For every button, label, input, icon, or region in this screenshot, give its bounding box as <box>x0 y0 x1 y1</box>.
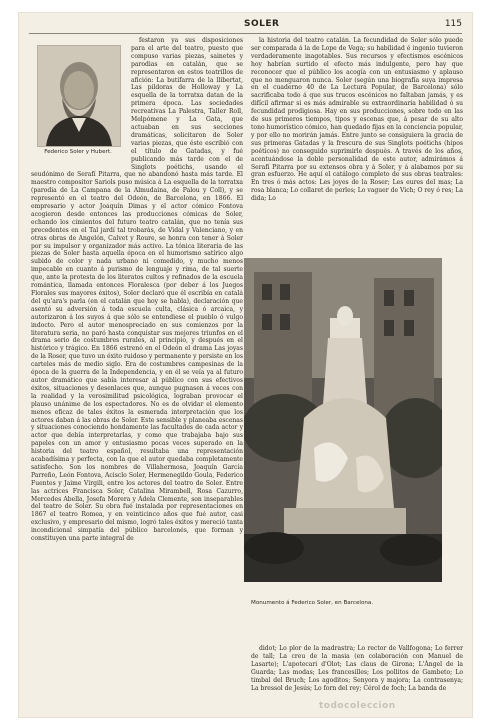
header-rule <box>29 33 462 34</box>
body-paragraph: didot; Lo plor de la madrastra; Lo rector de Vallfogona; Lo ferrer de tall; La creu de la masia (en colaboración con Manuel de Lasarte); L'apotecari d'Olot; Las claus de Girona; L'Àngel de la Guarda; Las modas; Les francesilles; Los pollitos de Gambeto; Lo timbal del Bruch; Los agoditos; Senyora y majora; La contrasenya; La bressol de Jesús; Lo forn del rey; Cérol de foch; La banda de <box>251 645 463 692</box>
portrait-photo <box>37 45 121 147</box>
body-paragraph: festaron ya sus disposiciones para el arte del teatro, puesto que compuso varias piezas, sainetes y parodias en catalán, que se representaron en estos teatrillos de afición: La butifarra de la llibertat, Las pildoras de Holloway y La esquella de la torratxa datan de la primera época. Las sociedades recreativas La Palestra, Taller Roll, Melpómene y La Gata, que actuaban en sus secciones dramáticas, solicitaron de Soler varias piezas, que éste escribió con el título de Gatadas, y fué publicando más tarde con el de Singlots poétichs, usando el seudónimo de Serafí Pitarra, que no abandonó hasta más tarde. El maestro compositor Sariols puso música á La esquella de la torratxa (parodia de La Campana de la Almudaina, de Palou y Coll), y se representó en el teatro del Odeón, de Barcelona, en 1866. El empresario y actor Joaquín Dimas y el actor cómico Fontova acogieron desde entonces las producciones cómicas de Soler, echando los cimientos del futuro teatro catalán, que no tenía sus precedentes en el Tal jardí tal trobaràs, de Vidal y Valenciano, y en otras obras de Angelón, Calvet y Roure, se honra con tener á Soler por su impulsor y organizador más activo. La tónica literaria de las piezas de Soler hasta aquella época en el humorismo satírico algo subido de color y nada urbano ni comedido, y mucho menos impecable en cuanto á purismo de lenguaje y rima, de tal suerte que, ante la protesta de los literatos cultos y refinados de la escuela romántica, llamada entonces Floralesca (por deber á los Juegos Florales sus mayores éxitos), Soler declaró que él escribía en catalá del qu'ara's parla (en el catalán que hoy se habla), declaración que asentó su adversión á toda escuela culta, clásica ó arcaica, y autorizaron á los suyos á que sólo se entendiese el pueblo ó vulgo indocto. Pero el autor menospreciado en sus comienzos por la literatura seria, no paró hasta conquistar sus mejores triunfos en el drama serio de costumbres rurales, al principio, y después en el histórico y trágico. En 1866 estrenó en el Odeón el drama Las joyas de la Roser, que tuvo un éxito ruidoso y permanente y persiste en los carteles más de medio siglo. Era de costumbres campesinas de la época de la guerra de la Independencia, y en él se veía ya al futuro autor dramático que sabía interesar al público con sus efectivos éxitos, situaciones y desenlaces que, aunque pugnasen á veces con la realidad y la verosimilitud psicológica, lograban provocar el plauso unánime de los espectadores. No es de olvidar el elemento menos eficaz de tales éxitos la esmerada interpretación que los actores daban á las obras de Soler. Este sensible y planeaba escenas y situaciones conociendo hondamente las facultades de cada actor y actor que debía interpretarlas, y como que trabajaba bajo sus papeles con un amor y entusiasmo pocas veces superado en la historia del teatro español, resultaba una representación acabadísima y perfecta, con la que el autor quedaba completamente satisfecho. Son los nombres de Villahermosa, Joaquín García Parreño, León Fontova, Acisclo Soler, Hermenegildo Goula, Federico Fuentes y Jaime Virgili, entre los actores del teatro de Soler. Entre las actrices Francisca Soler, Catalina Mirambell, Rosa Cazurro, Mercedes Abella, Josefa Morera y Adela Clemente, son inseparables del teatro de Soler. Su obra fué instalada por representaciones en 1867 el teatro Romea, y en veinticinco años que fué autor, casi exclusivo, y empresario del mismo, logró tales éxitos y mereció tanta incondicional simpatía del público barcelonés, que forman y constituyen una parte integral de <box>31 37 243 543</box>
running-header-title: SOLER <box>244 19 280 29</box>
text-column-right-top <box>251 37 463 277</box>
body-paragraph: la historia del teatro catalán. La fecundidad de Soler sólo puede ser comparada á la de Lope de Vega; su habilidad é ingenio tuvieron verdaderamente inagotables. Sus recursos y efectismos escénicos hoy habrían surtido el efecto más indulgente, pero hay que reconocer que el público los acogía con un entusiasmo y aplauso que no menguaron nunca. Soler (según una biografía suya impresa en el cuaderno 40 de La Lectura Popular, de Barcelona) sólo sacrificaba todo á que sus trucos escénicos no faltaban jamás, y es difícil afirmar si es más admirable su extraordinaria habilidad ó su fecundidad prodigiosa. Hay en sus producciones, sobre todo en las de sus primeros tiempos, tipos y escenas que, á pesar de su alto tono humorístico cómico, han quedado fijas en la conciencia popular, y por ello no morirán jamás. Entre junto se consiguiera la gracia de sus primeras Gatadas y la frescura de sus Singlots poétichs (hipos poéticos) no conseguido suprimirle despuès. A través de los años, acentuándose la doble personalidad de este autor, admirámos á Serafí Pitarra por su extensos obra y á Soler, y á alabamos por su gran esfuerzo. He aquí el catálogo completo de sus obras teatrales: En tres ó más actos: Les joyes de la Roser; Les eures del mas; La rosa blanca; Lo collaret de perles; Lo vaguer de Vich; O rey ó res; La dida; Lo <box>251 37 463 203</box>
page-number: 115 <box>444 19 462 29</box>
portrait-caption: Federico Soler y Hubert. <box>44 149 112 155</box>
monument-caption: Monumento á Federico Soler, en Barcelona. <box>251 600 374 606</box>
monument-photo <box>244 258 442 582</box>
watermark-text: todocoleccion <box>319 701 396 711</box>
portrait-figure <box>31 39 125 169</box>
text-column-left <box>31 37 243 713</box>
